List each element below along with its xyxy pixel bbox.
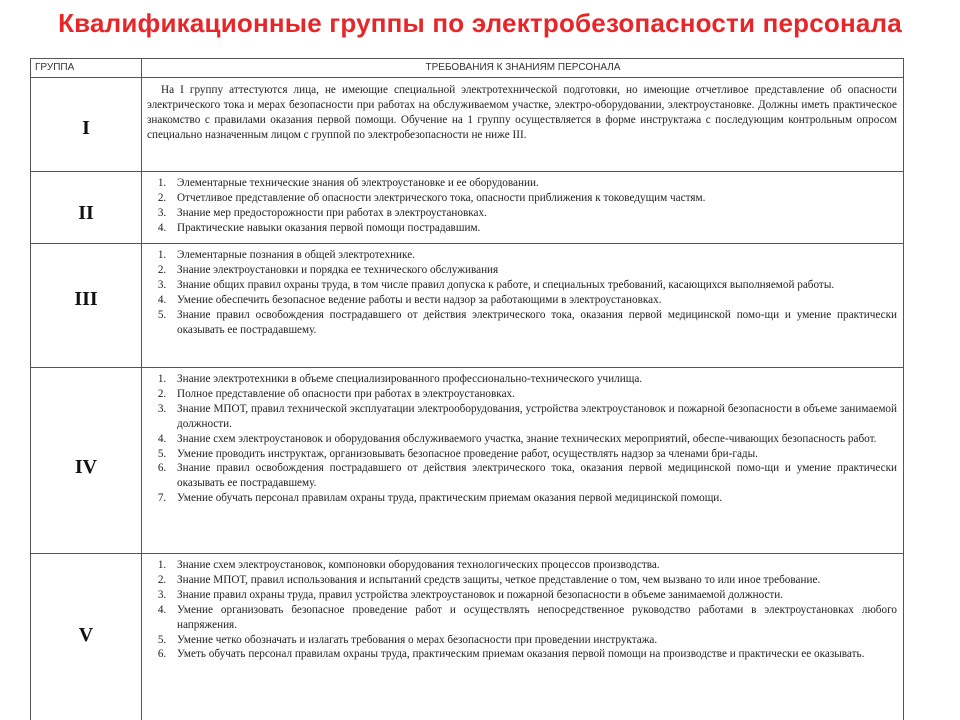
requirement-item: 3. Знание МПОТ, правил технической эксплуатации электрооборудования, устройства электроустановок и пожарной безопасности в объеме занимаемой должности. (169, 402, 897, 432)
requirements-text: На I группу аттестуются лица, не имеющие специальной электротехнической подготовки, но имеющие отчетливое представление об опасности электрического тока и мерах безопасности при работах на обслуживаемом участке, электро-оборудовании, электроустановке. Должны иметь практическое знакомство с правилами оказания первой помощи. Обучение на 1 группу осуществляется в форме инструктажа с последующим контрольным опросом специально назначенным лицом с группой по электробезопасности не ниже III. (147, 84, 897, 141)
header-group: ГРУППА (35, 62, 75, 73)
group-label: II (78, 202, 94, 224)
requirements-list (147, 176, 897, 236)
requirements-list (147, 558, 897, 662)
requirement-item: 1. Элементарные познания в общей электротехнике. (169, 248, 897, 263)
requirements-cell (147, 372, 897, 506)
group-label: III (74, 288, 98, 310)
requirement-item: 3. Знание общих правил охраны труда, в том числе правил допуска к работе, и специальных требований, касающихся выполняемой работы. (169, 278, 897, 293)
requirements-cell (147, 248, 897, 337)
header-requirements: ТРЕБОВАНИЯ К ЗНАНИЯМ ПЕРСОНАЛА (425, 62, 621, 73)
requirements-list (147, 372, 897, 506)
requirement-item: 4. Умение организовать безопасное проведение работ и осуществлять непосредственное руководство работами в электроустановках любого напряжения. (169, 603, 897, 633)
page-title: Квалификационные группы по электробезопасности персонала (58, 8, 902, 38)
table-row-group-1 (31, 77, 903, 172)
requirement-item: 2. Знание электроустановки и порядка ее технического обслуживания (169, 263, 897, 278)
requirement-item: 5. Умение четко обозначать и излагать требования о мерах безопасности при проведении инструктажа. (169, 633, 897, 648)
requirement-item: 1. Элементарные технические знания об электроустановке и ее оборудовании. (169, 176, 897, 191)
table-row-group-3 (31, 244, 903, 368)
requirement-item: 1. Знание схем электроустановок, компоновки оборудования технологических процессов производства. (169, 558, 897, 573)
requirement-item: 5. Умение проводить инструктаж, организовывать безопасное проведение работ, осуществлять надзор за членами бри-гады. (169, 447, 897, 462)
requirement-item: 7. Умение обучать персонал правилам охраны труда, практическим приемам оказания первой медицинской помощи. (169, 491, 897, 506)
table-row-group-2 (31, 172, 903, 244)
qualification-table (30, 58, 904, 720)
table-header (31, 58, 903, 78)
requirement-item: 2. Знание МПОТ, правил использования и испытаний средств защиты, четкое представление о том, чем вызвано то или иное требование. (169, 573, 897, 588)
requirement-item: 2. Отчетливое представление об опасности электрического тока, опасности приближения к токоведущим частям. (169, 191, 897, 206)
requirement-item: 3. Знание мер предосторожности при работах в электроустановках. (169, 206, 897, 221)
requirements-cell (147, 176, 897, 236)
group-label: I (82, 117, 90, 139)
group-label: IV (74, 456, 98, 478)
requirement-item: 5. Знание правил освобождения пострадавшего от действия электрического тока, оказания первой медицинской помо-щи и умение практически оказывать ее пострадавшему. (169, 308, 897, 338)
requirements-cell (147, 83, 897, 143)
requirement-item: 2. Полное представление об опасности при работах в электроустановках. (169, 387, 897, 402)
requirement-item: 6. Уметь обучать персонал правилам охраны труда, практическим приемам оказания первой помощи на производстве и практически ее оказывать. (169, 647, 897, 662)
requirement-item: 1. Знание электротехники в объеме специализированного профессионально-технического училища. (169, 372, 897, 387)
requirement-item: 3. Знание правил охраны труда, правил устройства электроустановок и пожарной безопасности в объеме занимаемой должности. (169, 588, 897, 603)
group-label: V (78, 624, 94, 646)
table-row-group-4 (31, 368, 903, 554)
requirement-item: 4. Знание схем электроустановок и оборудования обслуживаемого участка, знание технических мероприятий, обеспе-чивающих безопасность работ. (169, 432, 897, 447)
requirement-item: 4. Практические навыки оказания первой помощи пострадавшим. (169, 221, 897, 236)
table-row-group-5 (31, 554, 903, 720)
requirements-cell (147, 558, 897, 662)
requirement-item: 4. Умение обеспечить безопасное ведение работы и вести надзор за работающими в электроустановках. (169, 293, 897, 308)
requirements-list (147, 248, 897, 337)
requirement-item: 6. Знание правил освобождения пострадавшего от действия электрического тока, оказания первой медицинской помо-щи и умение практически оказывать ее пострадавшему. (169, 461, 897, 491)
